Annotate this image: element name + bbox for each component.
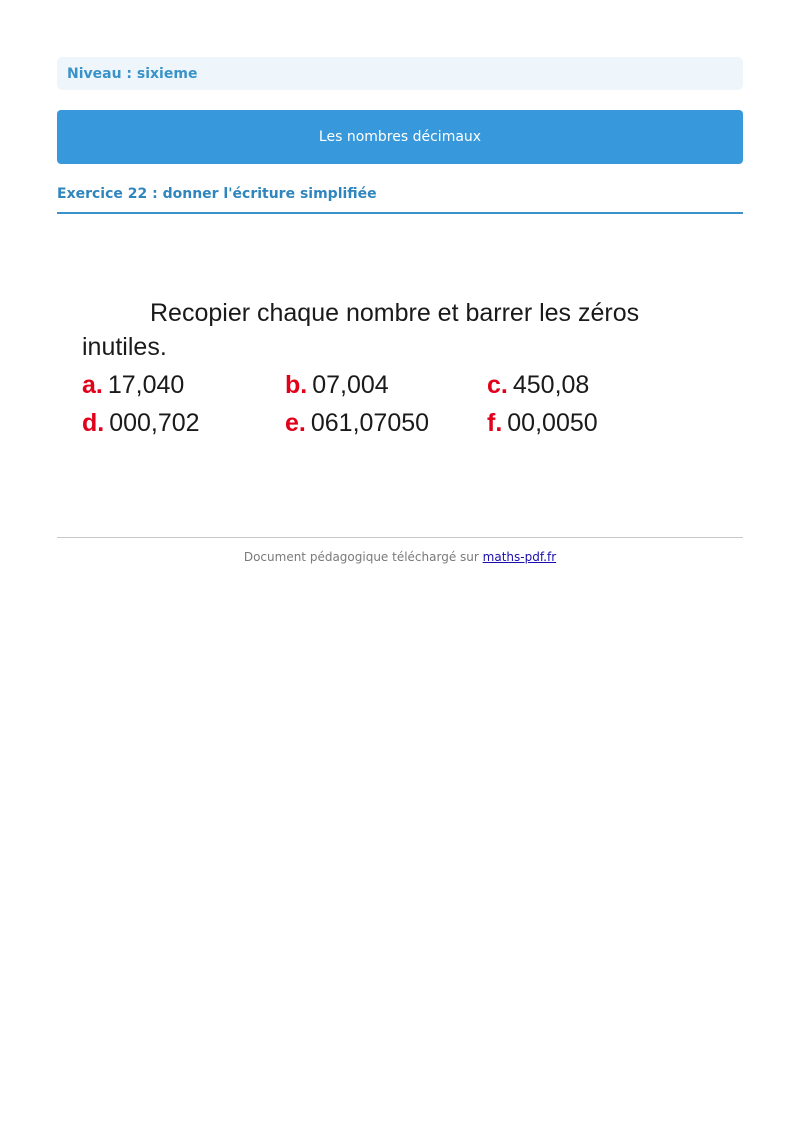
- topic-title: Les nombres décimaux: [318, 129, 482, 145]
- item-value: 000,702: [109, 409, 200, 437]
- item-value: 061,07050: [310, 409, 430, 437]
- item-value: 17,040: [107, 371, 185, 399]
- item-value: 07,004: [312, 371, 389, 399]
- item-letter: b.: [285, 371, 308, 399]
- exercise-content: [82, 296, 722, 440]
- item-letter: c.: [487, 371, 508, 399]
- footer-text: Document pédagogique téléchargé sur: [243, 550, 479, 564]
- footer: [57, 550, 743, 564]
- exercise-item-b: [285, 368, 487, 402]
- item-letter: a.: [82, 371, 103, 399]
- item-value: 00,0050: [507, 409, 598, 437]
- exercise-instruction: Recopier chaque nombre et barrer les zéros inutiles.: [82, 299, 640, 361]
- exercise-items: [82, 368, 722, 440]
- exercise-item-d: [82, 406, 285, 440]
- item-letter: f.: [487, 409, 503, 437]
- exercise-item-c: [487, 368, 687, 402]
- exercise-item-a: [82, 368, 285, 402]
- exercise-title: Exercice 22 : donner l'écriture simplifiée: [57, 186, 743, 214]
- level-label: Niveau : sixieme: [57, 57, 743, 90]
- item-value: 450,08: [512, 371, 590, 399]
- footer-divider: [57, 537, 743, 538]
- topic-banner: [57, 110, 743, 164]
- source-link[interactable]: maths-pdf.fr: [482, 550, 557, 564]
- exercise-item-e: [285, 406, 487, 440]
- item-letter: e.: [285, 409, 306, 437]
- exercise-item-f: [487, 406, 687, 440]
- item-letter: d.: [82, 409, 105, 437]
